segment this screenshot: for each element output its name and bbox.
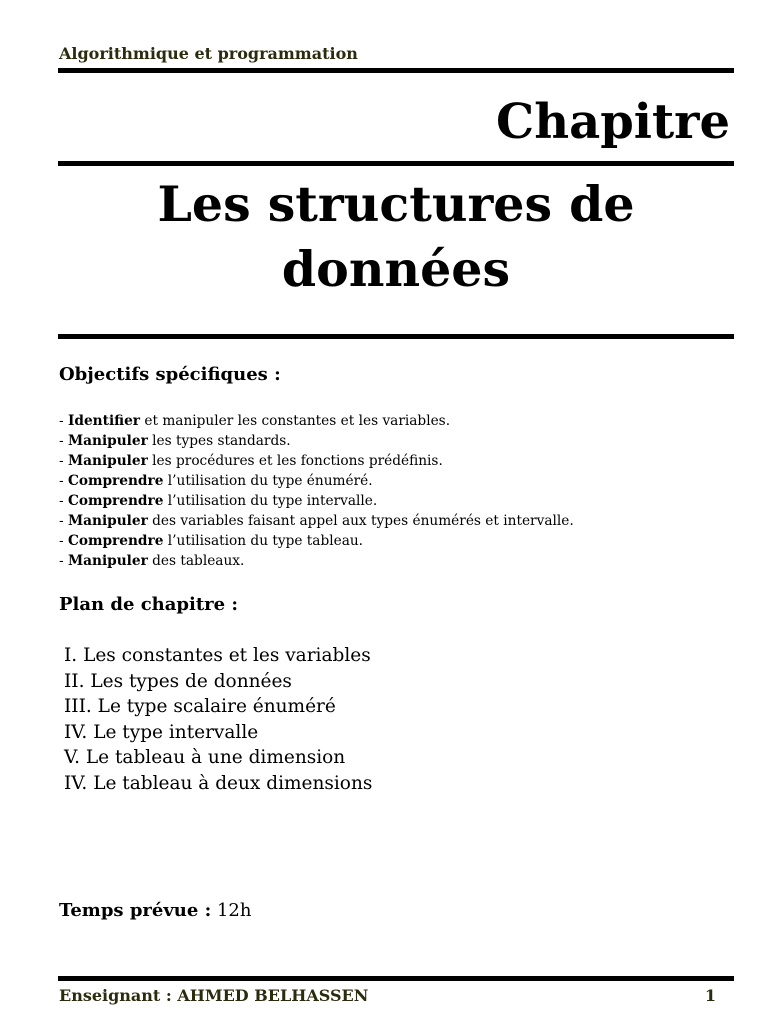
- page-number: 1: [704, 986, 716, 1005]
- objective-item: - Identifier et manipuler les constantes et les variables.: [59, 413, 451, 429]
- plan-item: IV. Le type intervalle: [64, 721, 259, 743]
- duration-value: 12h: [216, 900, 252, 921]
- objective-item: - Comprendre l’utilisation du type énuméré.: [59, 473, 373, 489]
- chapter-top-rule: [58, 161, 734, 166]
- plan-item: I. Les constantes et les variables: [64, 645, 371, 666]
- chapter-label: Chapitre: [496, 94, 730, 150]
- plan-item: IV. Le tableau à deux dimensions: [64, 772, 373, 794]
- plan-item: II. Les types de données: [64, 670, 292, 692]
- objective-item: - Manipuler des tableaux.: [59, 553, 245, 569]
- objective-item: - Manipuler des variables faisant appel aux types énumérés et intervalle.: [59, 513, 574, 529]
- objective-item: - Manipuler les procédures et les fonctions prédéfinis.: [59, 453, 443, 469]
- objectives-heading: Objectifs spécifiques :: [59, 364, 281, 385]
- header-title: Algorithmique et programmation: [59, 44, 358, 63]
- chapter-title: Les structures de données: [157, 175, 635, 298]
- objective-item: - Comprendre l’utilisation du type tableau.: [59, 533, 364, 549]
- plan-list: [64, 643, 372, 796]
- duration-label: Temps prévue :: [59, 900, 212, 921]
- plan-heading: Plan de chapitre :: [59, 594, 238, 615]
- objective-item: - Manipuler les types standards.: [59, 433, 291, 449]
- plan-item: V. Le tableau à une dimension: [64, 747, 346, 768]
- objective-item: - Comprendre l’utilisation du type intervalle.: [59, 493, 378, 509]
- duration: [59, 900, 251, 921]
- footer-teacher: Enseignant : AHMED BELHASSEN: [59, 986, 369, 1005]
- objectives-list: [59, 411, 574, 571]
- header-rule: [58, 68, 734, 73]
- plan-item: III. Le type scalaire énuméré: [64, 696, 336, 717]
- chapter-bottom-rule: [58, 334, 734, 339]
- footer-rule: [58, 976, 734, 981]
